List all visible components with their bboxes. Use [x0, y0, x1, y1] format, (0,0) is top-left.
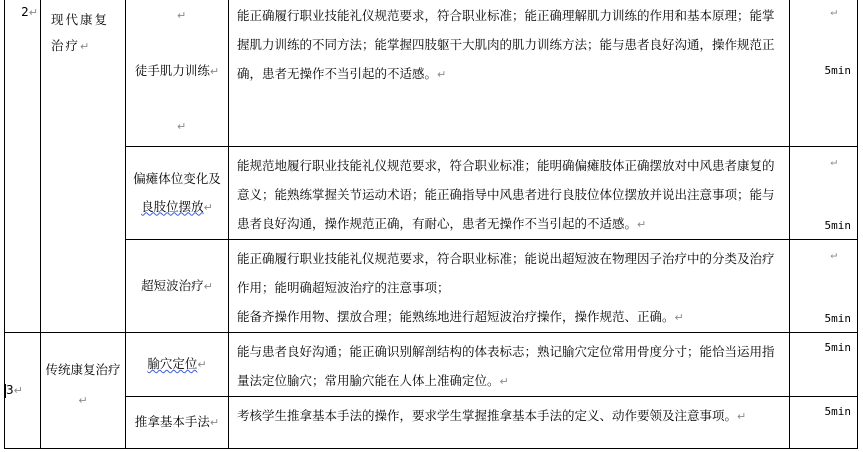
- category-label: 传统康复治疗: [45, 362, 121, 377]
- paragraph-mark-icon: ↵: [830, 248, 837, 261]
- item-name-line-2: 良肢位摆放: [141, 198, 204, 214]
- category-cell: [41, 333, 126, 449]
- paragraph-mark-icon: ↵: [13, 384, 23, 397]
- paragraph-mark-icon: ↵: [197, 358, 207, 371]
- table-row: [5, 147, 858, 240]
- time-cell: [790, 333, 858, 397]
- time-value: 5min: [824, 64, 851, 77]
- paragraph-mark-icon: ↵: [80, 40, 92, 53]
- time-cell: [790, 397, 858, 449]
- requirement-text: 能正确履行职业技能礼仪规范要求，符合职业标准；能正确理解肌力训练的作用和基本原理；能掌握肌力训练的不同方法；能掌握四肢躯干大肌肉的肌力训练方法；能与患者良好沟通，操作规范正确，患者无操作不当引起的不适感。: [237, 8, 775, 81]
- table-row: [5, 333, 858, 397]
- paragraph-mark-icon: ↵: [637, 218, 647, 231]
- item-name: 徒手肌力训练: [134, 63, 210, 78]
- paragraph-mark-icon: ↵: [830, 155, 837, 168]
- time-cell: [790, 240, 858, 333]
- requirement-cell: [229, 333, 790, 397]
- paragraph-mark-icon: ↵: [203, 200, 213, 214]
- item-name-cell: [126, 333, 229, 397]
- time-cell: [790, 0, 858, 147]
- requirement-cell: [229, 0, 790, 147]
- requirement-cell: [229, 397, 790, 449]
- time-value: 5min: [824, 341, 851, 354]
- paragraph-mark-icon: ↵: [177, 120, 187, 133]
- paragraph-mark-icon: ↵: [209, 416, 220, 429]
- item-name: 超短波治疗: [141, 277, 204, 293]
- requirement-text-line-1: 能正确履行职业技能礼仪规范要求，符合职业标准；能说出超短波在物理因子治疗中的分类及治疗作用；能明确超短波治疗的注意事项；: [237, 251, 775, 295]
- requirement-text-line-2: 能备齐操作用物、摆放合理；能熟练地进行超短波治疗操作，操作规范、正确。: [237, 309, 675, 324]
- paragraph-mark-icon: ↵: [28, 6, 38, 19]
- paragraph-mark-icon: ↵: [209, 65, 220, 78]
- exam-table: [4, 0, 858, 449]
- time-value: 5min: [824, 312, 851, 325]
- paragraph-mark-icon: ↵: [674, 311, 684, 324]
- paragraph-mark-icon: ↵: [177, 9, 187, 22]
- category-label: 现代康复治疗: [51, 12, 110, 53]
- row-number-cell: [5, 333, 41, 449]
- item-name-cell: [126, 147, 229, 240]
- requirement-cell: [229, 240, 790, 333]
- item-name-line-1: 偏瘫体位变化及: [133, 170, 221, 186]
- table-row: [5, 0, 858, 147]
- row-number: 3: [6, 383, 14, 397]
- paragraph-mark-icon: ↵: [437, 68, 447, 81]
- item-name-cell: [126, 240, 229, 333]
- item-name-cell: [126, 397, 229, 449]
- row-number: 2: [21, 5, 29, 19]
- time-value: 5min: [824, 219, 851, 232]
- table-row: [5, 397, 858, 449]
- requirement-text: 能与患者良好沟通；能正确识别解剖结构的体表标志；熟记腧穴定位常用骨度分寸；能恰当运用指量法定位腧穴；常用腧穴能在人体上准确定位。: [237, 344, 775, 388]
- paragraph-mark-icon: ↵: [499, 375, 509, 388]
- time-value: 5min: [824, 405, 851, 418]
- paragraph-mark-icon: ↵: [78, 394, 88, 407]
- requirement-text: 考核学生推拿基本手法的操作，要求学生掌握推拿基本手法的定义、动作要领及注意事项。: [237, 408, 738, 423]
- paragraph-mark-icon: ↵: [830, 5, 837, 18]
- item-name-cell: [126, 0, 229, 147]
- paragraph-mark-icon: ↵: [203, 279, 213, 293]
- item-name: 腧穴定位: [147, 356, 198, 371]
- requirement-cell: [229, 147, 790, 240]
- category-cell: [41, 0, 126, 333]
- table-row: [5, 240, 858, 333]
- time-cell: [790, 147, 858, 240]
- requirement-text: 能规范地履行职业技能礼仪规范要求，符合职业标准；能明确偏瘫肢体正确摆放对中风患者康复的意义；能熟练掌握关节运动术语；能正确指导中风患者进行良肢位体位摆放并说出注意事项；能与患者良好沟通，操作规范正确，有耐心，患者无操作不当引起的不适感。: [237, 158, 775, 231]
- row-number-cell: [5, 0, 41, 333]
- paragraph-mark-icon: ↵: [737, 410, 747, 423]
- item-name: 推拿基本手法: [134, 414, 210, 429]
